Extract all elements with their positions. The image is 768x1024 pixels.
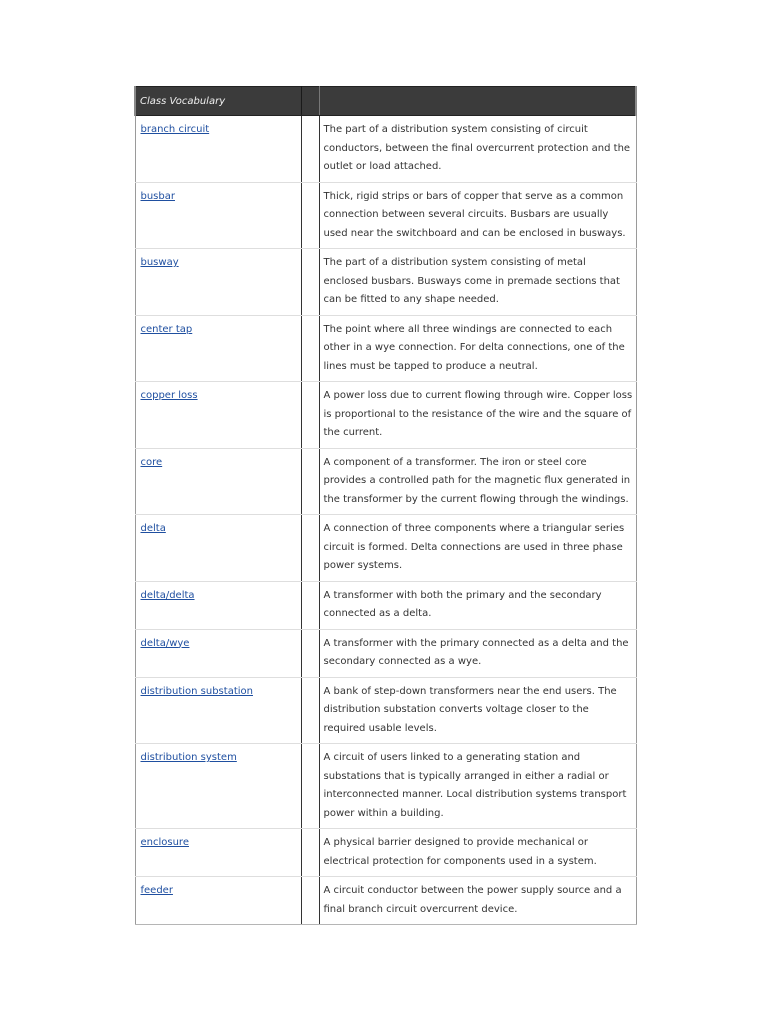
term-link[interactable]: delta/delta — [140, 589, 195, 601]
term-cell — [135, 448, 301, 515]
table-row — [135, 581, 636, 629]
definition-cell: A circuit of users linked to a generating station and substations that is typically arranged in either a radial or interconnected manner. Local distribution systems transport power within a building. — [319, 744, 636, 829]
spacer-cell — [301, 448, 319, 515]
spacer-cell — [301, 677, 319, 744]
term-link[interactable]: distribution substation — [140, 685, 253, 697]
definition-cell: A bank of step-down transformers near the end users. The distribution substation converts voltage closer to the required usable levels. — [319, 677, 636, 744]
term-link[interactable]: core — [140, 456, 163, 468]
table-row — [135, 448, 636, 515]
table-row — [135, 515, 636, 582]
term-link[interactable]: center tap — [140, 323, 193, 335]
spacer-cell — [301, 315, 319, 382]
table-row — [135, 629, 636, 677]
vocabulary-table-container — [134, 86, 635, 925]
spacer-cell — [301, 877, 319, 925]
term-link[interactable]: busway — [140, 257, 179, 268]
spacer-cell — [301, 116, 319, 183]
term-link[interactable]: feeder — [140, 885, 173, 896]
table-body — [135, 116, 636, 925]
term-cell — [135, 315, 301, 382]
table-row — [135, 382, 636, 449]
table-row — [135, 677, 636, 744]
header-class-vocabulary: Class Vocabulary — [135, 87, 301, 116]
term-link[interactable]: delta/wye — [140, 637, 190, 649]
term-cell — [135, 182, 301, 249]
spacer-cell — [301, 744, 319, 829]
spacer-cell — [301, 515, 319, 582]
term-cell — [135, 116, 301, 183]
table-header-row — [135, 87, 636, 116]
term-cell — [135, 249, 301, 316]
definition-cell: Thick, rigid strips or bars of copper that serve as a common connection between several circuits. Busbars are usually used near the switchboard and can be enclosed in busways. — [319, 182, 636, 249]
definition-cell: The part of a distribution system consisting of metal enclosed busbars. Busways come in premade sections that can be fitted to any shape needed. — [319, 249, 636, 316]
spacer-cell — [301, 629, 319, 677]
spacer-cell — [301, 581, 319, 629]
table-row — [135, 744, 636, 829]
term-link[interactable]: busbar — [140, 190, 175, 202]
header-definition-cell — [319, 87, 636, 116]
term-link[interactable]: enclosure — [140, 837, 189, 848]
term-cell — [135, 515, 301, 582]
term-link[interactable]: delta — [140, 523, 166, 534]
definition-cell: The part of a distribution system consisting of circuit conductors, between the final overcurrent protection and the outlet or load attached. — [319, 116, 636, 183]
term-cell — [135, 581, 301, 629]
spacer-cell — [301, 182, 319, 249]
table-row — [135, 116, 636, 183]
definition-cell: The point where all three windings are connected to each other in a wye connection. For delta connections, one of the lines must be tapped to produce a neutral. — [319, 315, 636, 382]
table-row — [135, 315, 636, 382]
definition-cell: A power loss due to current flowing through wire. Copper loss is proportional to the resistance of the wire and the square of the current. — [319, 382, 636, 449]
table-row — [135, 182, 636, 249]
definition-cell: A physical barrier designed to provide mechanical or electrical protection for components used in a system. — [319, 829, 636, 877]
definition-cell: A transformer with the primary connected as a delta and the secondary connected as a wye. — [319, 629, 636, 677]
term-cell — [135, 629, 301, 677]
table-row — [135, 829, 636, 877]
spacer-cell — [301, 382, 319, 449]
definition-cell: A component of a transformer. The iron or steel core provides a controlled path for the magnetic flux generated in the transformer by the current flowing through the windings. — [319, 448, 636, 515]
definition-cell: A connection of three components where a triangular series circuit is formed. Delta connections are used in three phase power systems. — [319, 515, 636, 582]
term-cell — [135, 829, 301, 877]
definition-cell: A transformer with both the primary and the secondary connected as a delta. — [319, 581, 636, 629]
header-spacer-cell — [301, 87, 319, 116]
term-cell — [135, 382, 301, 449]
term-cell — [135, 677, 301, 744]
vocabulary-table — [134, 86, 637, 925]
term-link[interactable]: copper loss — [140, 390, 198, 401]
table-row — [135, 249, 636, 316]
table-row — [135, 877, 636, 925]
term-cell — [135, 877, 301, 925]
term-link[interactable]: branch circuit — [140, 124, 210, 135]
definition-cell: A circuit conductor between the power supply source and a final branch circuit overcurrent device. — [319, 877, 636, 925]
spacer-cell — [301, 829, 319, 877]
term-cell — [135, 744, 301, 829]
term-link[interactable]: distribution system — [140, 752, 237, 763]
spacer-cell — [301, 249, 319, 316]
